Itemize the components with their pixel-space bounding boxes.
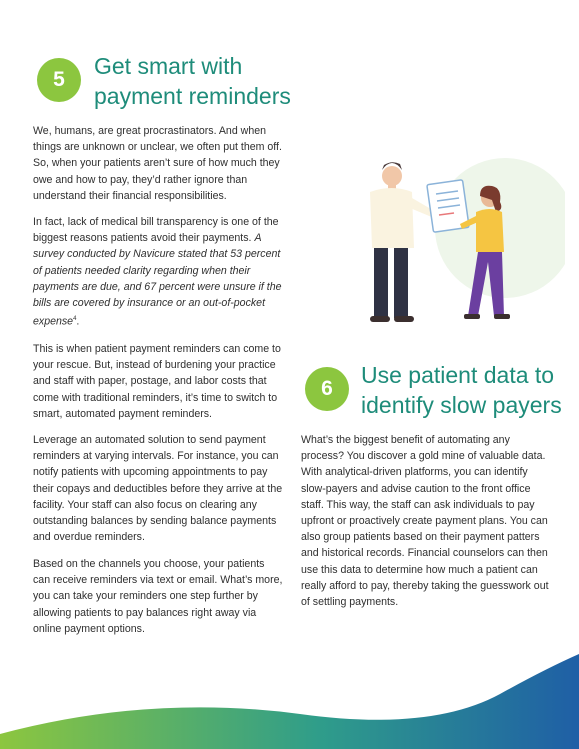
section-5-number-badge: 5 xyxy=(37,58,81,102)
section-5-paragraph-1: We, humans, are great procrastinators. And when things are unknown or unclear, we often put them off. So, when your patients aren’t sure of how much they owe and how to pay, they’d rather ignore than understand their financial responsibilities. xyxy=(33,125,282,202)
paragraph-2-survey-quote: A survey conducted by Navicure stated that 53 percent of patients needed clarity regarding when their payments are due, and 67 percent were unsure if the bills are covered by insurance or an out-of-pocket expense xyxy=(33,232,282,328)
section-5-paragraph-5: Based on the channels you choose, your patients can receive reminders via text or email. What’s more, you can take your reminders one step further by allowing patients to pay balances right away via online payment options. xyxy=(33,558,283,635)
top-right-corner-shape xyxy=(409,0,579,150)
section-6-paragraph-1: What’s the biggest benefit of automating any process? You discover a gold mine of valuable data. With analytical-driven platforms, you can identify slow-payers and advise caution to the front office staff. This way, the staff can ask individuals to pay upfront or proactively create payment plans. You can also group patients based on their payment patters and historical records. Financial counselors can then use this data to determine how much a patient can really afford to pay, thereby taking the guesswork out of settling payments. xyxy=(301,434,549,609)
two-people-reviewing-bill-illustration xyxy=(340,150,565,330)
section-5-paragraph-2 xyxy=(33,214,283,330)
section-6-number-badge: 6 xyxy=(305,367,349,411)
section-5-heading xyxy=(94,51,324,111)
paragraph-2-text: In fact, lack of medical bill transparency is one of the biggest reasons patients avoid their payments. xyxy=(33,216,279,245)
section-6-heading-line2: identify slow payers xyxy=(361,392,562,418)
section-5-paragraph-3: This is when patient payment reminders can come to your rescue. But, instead of burdening your practice and staff with paper, postage, and labor costs that come with traditional reminders, it’s time to switch to smart, automated payment reminders. xyxy=(33,343,281,420)
bottom-gradient-wave xyxy=(0,654,579,749)
section-5-heading-line1: Get smart with xyxy=(94,53,243,79)
section-5-paragraph-4: Leverage an automated solution to send payment reminders at varying intervals. For instance, you can notify patients with upcoming appointments to pay their copays and deductibles before they arrive at the facility. Your staff can also focus on clearing any outstanding balances by sending balance payments and overdue reminders. xyxy=(33,434,283,544)
section-6-heading-line1: Use patient data to xyxy=(361,362,555,388)
section-5-heading-line2: payment reminders xyxy=(94,83,291,109)
section-6-heading xyxy=(361,360,571,420)
footnote-marker: 4 xyxy=(73,316,77,323)
man-figure xyxy=(370,162,436,322)
paragraph-2-end: . xyxy=(76,315,80,328)
